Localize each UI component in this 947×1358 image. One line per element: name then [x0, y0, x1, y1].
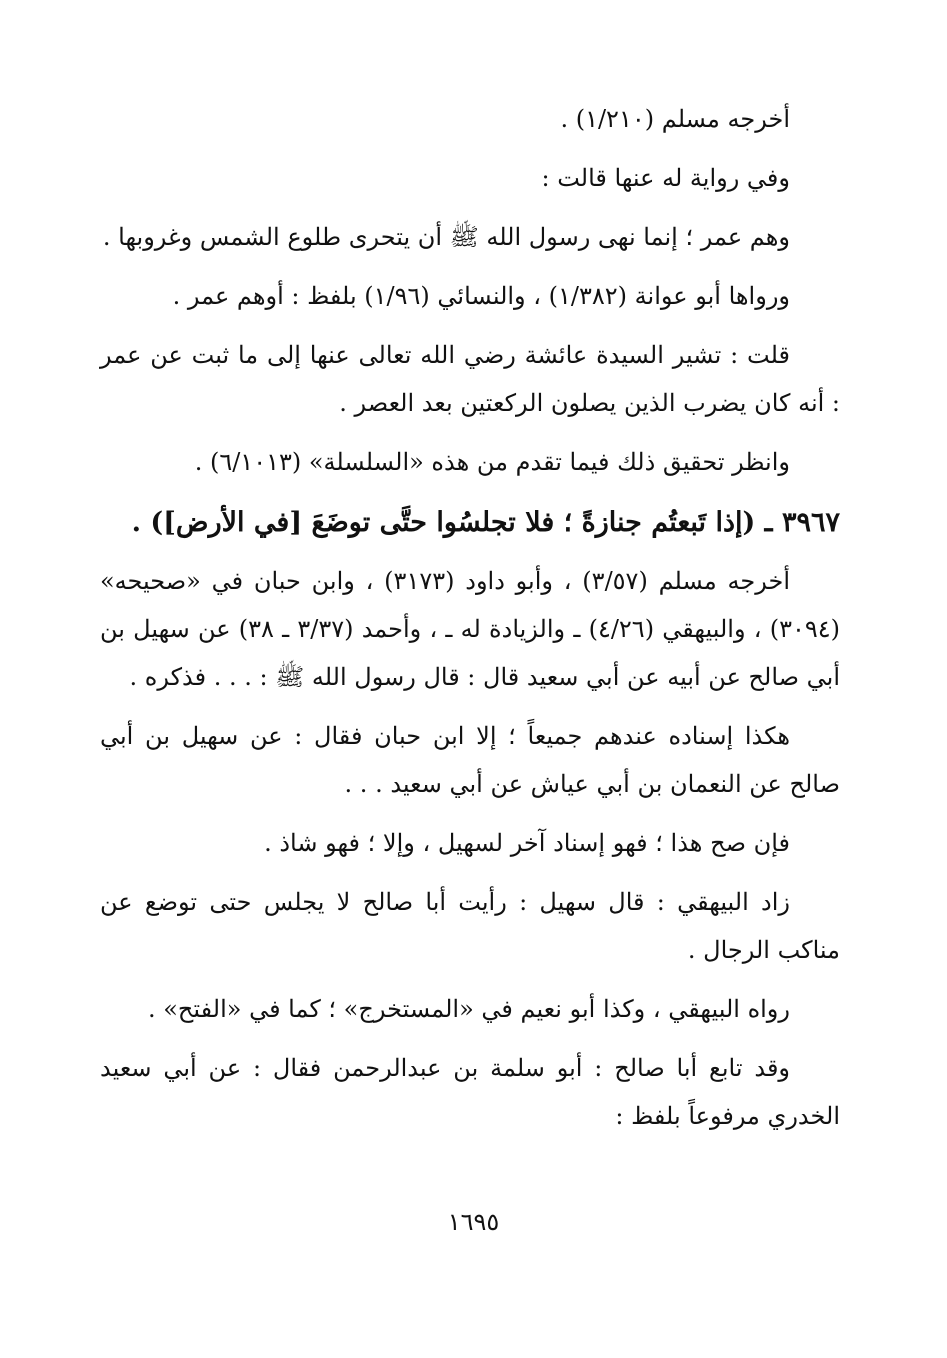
paragraph-bayhaqi-addition: زاد البيهقي : قال سهيل : رأيت أبا صالح لا يجلس حتى توضع عن مناكب الرجال . — [100, 888, 840, 964]
paragraph-shadh: فإن صح هذا ؛ فهو إسناد آخر لسهيل ، وإلا ؛ فهو شاذ . — [264, 829, 790, 857]
paragraph-takhrij-muslim: أخرجه مسلم (١/٢١٠) . — [560, 105, 790, 133]
paragraph-abu-awana: ورواها أبو عوانة (١/٣٨٢) ، والنسائي (١/٩٦) بلفظ : أوهم عمر . — [172, 282, 790, 310]
paragraph-cross-reference: وانظر تحقيق ذلك فيما تقدم من هذه «السلسلة» (٦/١٠١٣) . — [194, 448, 790, 476]
hadith-heading: ٣٩٦٧ ـ (إذا تَبعتُم جنازةً ؛ فلا تجلسُوا حتَّى توضَعَ [في الأرض]) . — [131, 507, 840, 538]
paragraph-abu-nuaym: رواه البيهقي ، وكذا أبو نعيم في «المستخرج» ؛ كما في «الفتح» . — [147, 995, 790, 1023]
paragraph-isnad: هكذا إسناده عندهم جميعاً ؛ إلا ابن حبان فقال : عن سهيل بن أبي صالح عن النعمان بن أبي عياش عن أبي سعيد . . . — [100, 722, 840, 798]
paragraph-takhrij: أخرجه مسلم (٣/٥٧) ، وأبو داود (٣١٧٣) ، وابن حبان في «صحيحه» (٣٠٩٤) ، والبيهقي (٤/٢٦) ـ والزيادة له ـ ، وأحمد (٣/٣٧ ـ ٣٨) عن سهيل بن أبي صالح عن أبيه عن أبي سعيد قال : قال رسول الله ﷺ : . . . فذكره . — [100, 567, 840, 691]
paragraph-riwaya: وفي رواية له عنها قالت : — [541, 164, 790, 192]
paragraph-comment: قلت : تشير السيدة عائشة رضي الله تعالى عنها إلى ما ثبت عن عمر : أنه كان يضرب الذين يصلون الركعتين بعد العصر . — [100, 341, 840, 417]
paragraph-quote: وهم عمر ؛ إنما نهى رسول الله ﷺ أن يتحرى طلوع الشمس وغروبها . — [102, 223, 790, 251]
paragraph-mutabaa: وقد تابع أبا صالح : أبو سلمة بن عبدالرحمن فقال : عن أبي سعيد الخدري مرفوعاً بلفظ : — [100, 1054, 840, 1130]
page-body — [100, 95, 840, 1151]
page-number: ١٦٩٥ — [447, 1208, 500, 1236]
